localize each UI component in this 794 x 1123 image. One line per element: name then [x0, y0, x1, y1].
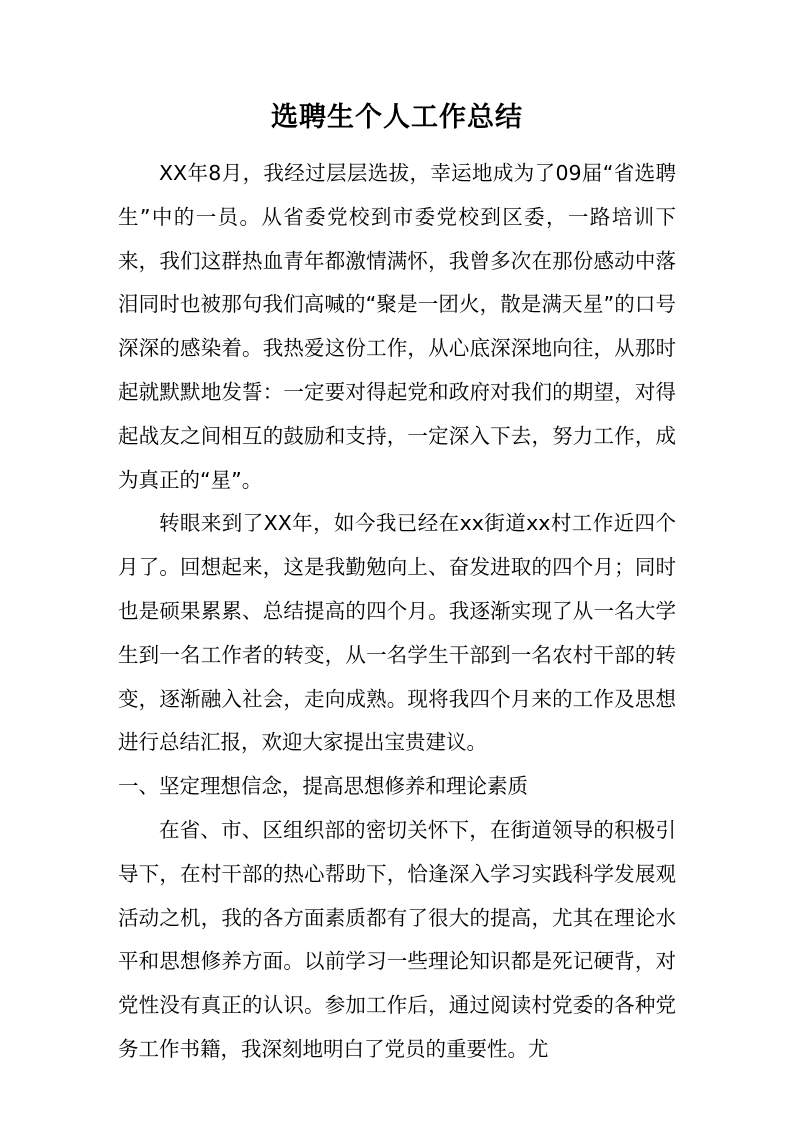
paragraph-3: 在省、市、区组织部的密切关怀下，在街道领导的积极引导下，在村干部的热心帮助下，恰逢深入学习实践科学发展观活动之机，我的各方面素质都有了很大的提高，尤其在理论水平和思想修养方面。以前学习一些理论知识都是死记硬背，对党性没有真正的认识。参加工作后，通过阅读村党委的各种党务工作书籍，我深刻地明白了党员的重要性。尤 [118, 817, 676, 1061]
paragraph-2: 转眼来到了XX年，如今我已经在xx街道xx村工作近四个月了。回想起来，这是我勤勉向上、奋发进取的四个月；同时也是硕果累累、总结提高的四个月。我逐渐实现了从一名大学生到一名工作者的转变，从一名学生干部到一名农村干部的转变，逐渐融入社会，走向成熟。现将我四个月来的工作及思想进行总结汇报，欢迎大家提出宝贵建议。 [118, 511, 676, 755]
section-heading-1: 一、坚定理想信念，提高思想修养和理论素质 [118, 774, 528, 799]
document-title: 选聘生个人工作总结 [271, 102, 523, 133]
document-body [118, 152, 676, 1072]
paragraph-1: XX年8月，我经过层层选拔，幸运地成为了09届“省选聘生”中的一员。从省委党校到市委党校到区委，一路培训下来，我们这群热血青年都激情满怀，我曾多次在那份感动中落泪同时也被那句我们高喊的“聚是一团火，散是满天星”的口号深深的感染着。我热爱这份工作，从心底深深地向往，从那时起就默默地发誓：一定要对得起党和政府对我们的期望，对得起战友之间相互的鼓励和支持，一定深入下去，努力工作，成为真正的“星”。 [118, 161, 676, 492]
